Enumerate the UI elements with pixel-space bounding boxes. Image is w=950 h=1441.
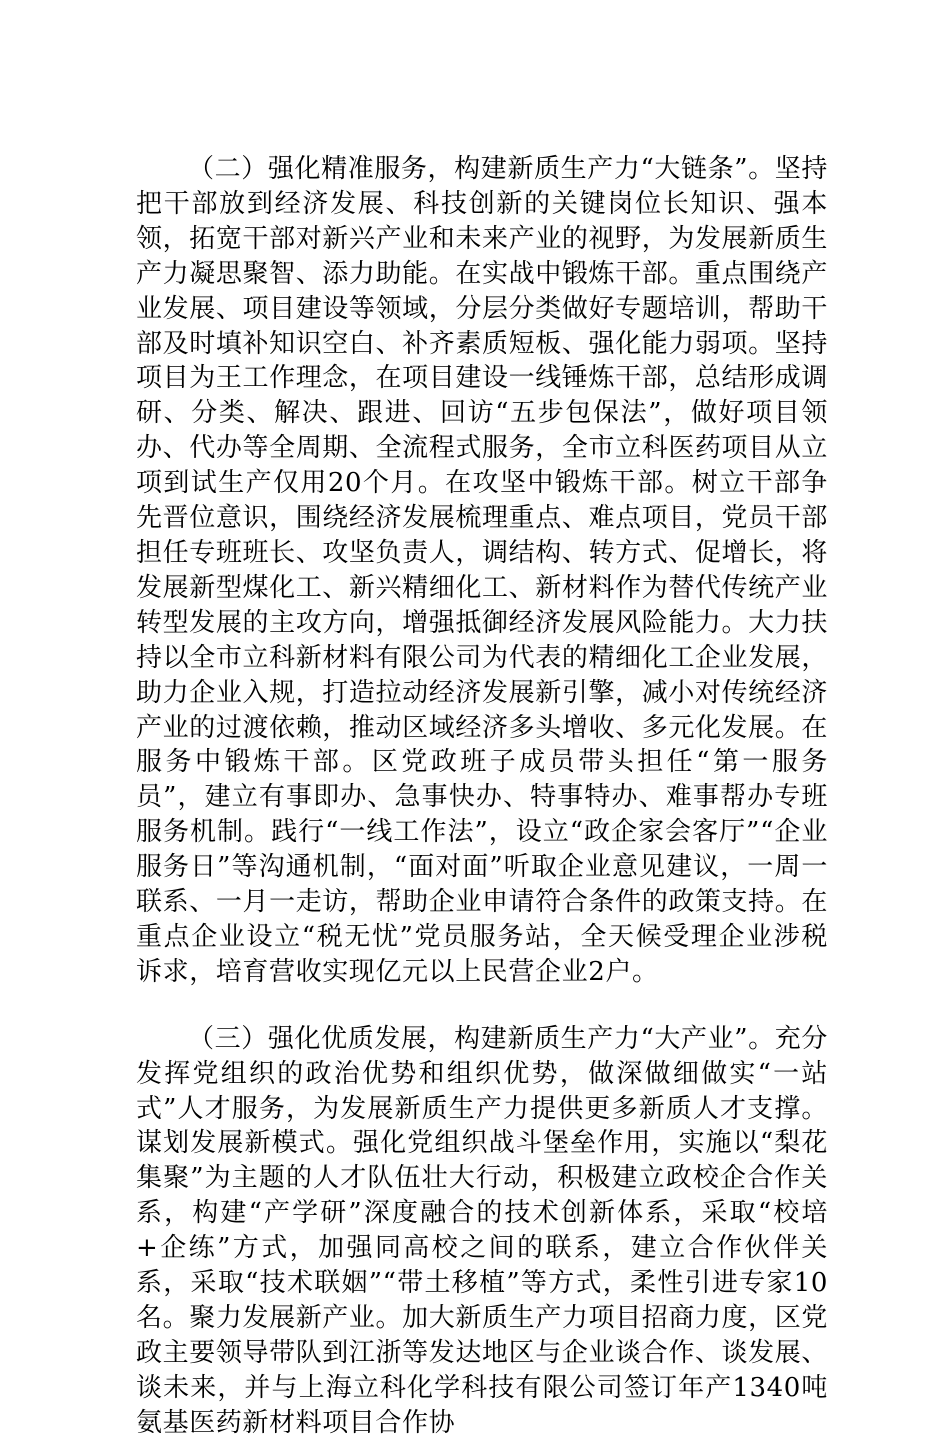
- paragraph-quality-development: （三）强化优质发展，构建新质生产力“大产业”。充分发挥党组织的政治优势和组织优势，做深做细做实“一站式”人才服务，为发展新质生产力提供更多新质人才支撑。谋划发展新模式。强化党组织战斗堡垒作用，实施以“梨花集聚”为主题的人才队伍壮大行动，积极建立政校企合作关系，构建“产学研”深度融合的技术创新体系，采取“校培+企练”方式，加强同高校之间的联系，建立合作伙伴关系，采取“技术联姻”“带土移植”等方式，柔性引进专家10名。聚力发展新产业。加大新质生产力项目招商力度，区党政主要领导带队到江浙等发达地区与企业谈合作、谈发展、谈未来，并与上海立科化学科技有限公司签订年产1340吨氨基医药新材料项目合作协: [136, 1023, 828, 1438]
- document-page: [136, 152, 828, 1441]
- paragraph-industrial-chain: （二）强化精准服务，构建新质生产力“大链条”。坚持把干部放到经济发展、科技创新的关键岗位长知识、强本领，拓宽干部对新兴产业和未来产业的视野，为发展新质生产力凝思聚智、添力助能。在实战中锻炼干部。重点围绕产业发展、项目建设等领域，分层分类做好专题培训，帮助干部及时填补知识空白、补齐素质短板、强化能力弱项。坚持项目为王工作理念，在项目建设一线锤炼干部，总结形成调研、分类、解决、跟进、回访“五步包保法”，做好项目领办、代办等全周期、全流程式服务，全市立科医药项目从立项到试生产仅用20个月。在攻坚中锻炼干部。树立干部争先晋位意识，围绕经济发展梳理重点、难点项目，党员干部担任专班班长、攻坚负责人，调结构、转方式、促增长，将发展新型煤化工、新兴精细化工、新材料作为替代传统产业转型发展的主攻方向，增强抵御经济发展风险能力。大力扶持以全市立科新材料有限公司为代表的精细化工企业发展，助力企业入规，打造拉动经济发展新引擎，减小对传统经济产业的过渡依赖，推动区域经济多头增收、多元化发展。在服务中锻炼干部。区党政班子成员带头担任“第一服务员”，建立有事即办、急事快办、特事特办、难事帮办专班服务机制。践行“一线工作法”，设立“政企家会客厅”“企业服务日”等沟通机制，“面对面”听取企业意见建议，一周一联系、一月一走访，帮助企业申请符合条件的政策支持。在重点企业设立“税无忧”党员服务站，全天候受理企业涉税诉求，培育营收实现亿元以上民营企业2户。: [136, 154, 828, 987]
